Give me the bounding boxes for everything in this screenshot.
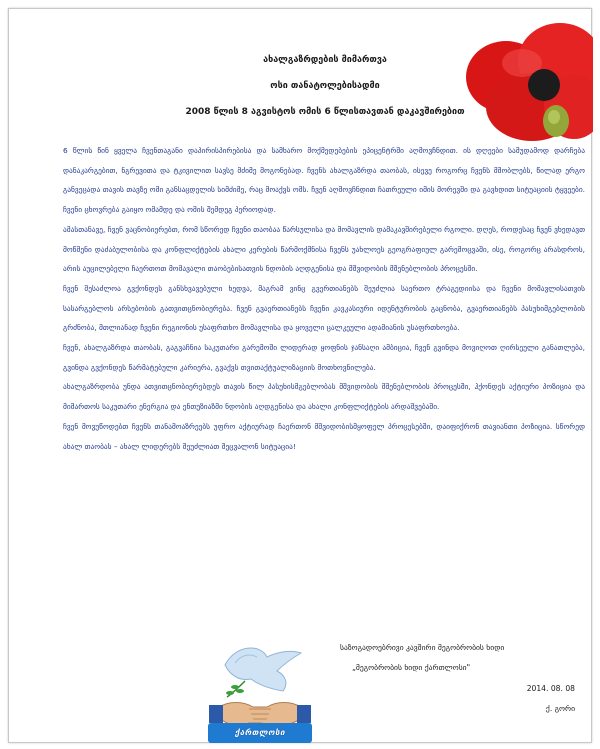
paragraph: ამასთანავე, ჩვენ ვაცნობიერებთ, რომ სწორედ ჩვენი თაობაა წარსულისა და მომავლის დამაკავშირებელი რგოლი. დღეს, როდესაც ჩვენ ვხედავთ მოწმენი დაძაბულობისა და კონფლიქტების ახალი კერების წარმოქმნისა ჩვენს უახლოეს გეოგრაფიულ გარემოცვაში, ისე, როგორც არასდროს, არის აუცილებელი ჩაერთოთ მომავალი თაობებისათვის ნდობის აღდგენისა და მშვიდობის მშენებლობის პროცესში. [63,224,585,274]
letter-date: 2014. 08. 08 [526,684,575,693]
signature-block [340,638,575,718]
paragraph: 6 წლის წინ ყველა ჩვენთაგანი დაპირისპირებისა და სამხარო მოქმედებების ეპიცენტრში აღმოვჩნდით. ის დღეები სამუდამოდ დარჩება დანაკარგებით, ნგრევითა და ტკივილით სავსე მძიმე მოგონებად. ჩვენს ახალგაზრდა თაობას, ისევე როგორც ჩვენს მშობლებს, წილად ერგო განვეცადა თავის თავზე ომი განსაცდელის სიმძიმე, რაც მოაქვს ომს. ჩვენ აღმოვჩნდით ჩათრეული იმის მორევში და გავხდით სიტუაციის ტყვეები. ჩვენი ცხოვრება გაიყო ომამდე და ომის შემდეგ პერიოდად. [63,146,585,215]
organization-quoted-name: „მეგობრობის ხიდი ქართლოსი" [352,662,471,672]
letter-city: ქ. გორი [545,703,575,713]
organization-name: საზოგადოებრივი კავშირი მეგობრობის ხიდი [340,643,505,652]
page-content [25,23,593,745]
header-occasion: 2008 წლის 8 აგვისტოს ომის 6 წლისთავთან დაკავშირებით [185,107,465,117]
paragraph: ჩვენ შესაძლოა გვქონდეს განსხვავებული ხედვა, მაგრამ ვინც გვერთიანებს შეუძლია საერთო ტრაგედიისა და ჩვენი მომავლისათვის სასარგებლოს არსებობის გათვითცნობიერება. ჩვენ გვაერთიანებს ჩვენი კავკასიური იდენტურობის გაცნობა, გვაერთიანებს პასუხიმგებლობის გრძნობა, მთლიანად ჩვენი რეგიონის უსაფრთხო მომავლისა და ყოველი ცალკეული ადამიანის უსაფრთხოება. [63,283,585,333]
paragraph: ჩვენ მოვუწოდებთ ჩვენს თანამოაზრეებს უფრო აქტიურად ჩაერთონ მშვიდობისმყოფელ პროცესებში, დაიფიქრონ თავიანთი პოზიცია. სწორედ ახალ თაობას – ახალ ლიდერებს შეუძლიათ შეცვალონ სიტუაცია! [63,421,585,451]
header-title: ახალგაზრდების მიმართვა [263,55,387,65]
paragraph: ახალგაზრდობა უნდა ათვითცნობიერებდეს თავის წილ პასუხისმგებლობას მშვიდობის მშენებლობის პროცესში, ჰქონდეს აქტიური პოზიცია და მიმართოს საკუთარი ენერგია და ენთუზიაზმი ნდობის აღდგენისა და ახალი კონფლიქტების არდაშვებაში. [63,382,585,412]
letter-body [63,141,585,456]
letter-header [145,47,505,125]
document-page [8,8,592,743]
paragraph: ჩვენ, ახალგაზრდა თაობას, გაგვაჩნია საკუთარი გარემოში ლიდერად ყოფნის ჯანსაღი ამბიცია, ჩვენ გვინდა მოვიღოთ ღირსეული განათლება, გვინდა გვქონდეს წარმატებული კარიერა, გვაქვს თვითაქტუალიზაციის მოთხოვნილება. [63,343,585,372]
header-subtitle: ოსი თანატოლებისადმი [270,81,380,91]
logo-text: ქართლოსი [208,723,312,743]
